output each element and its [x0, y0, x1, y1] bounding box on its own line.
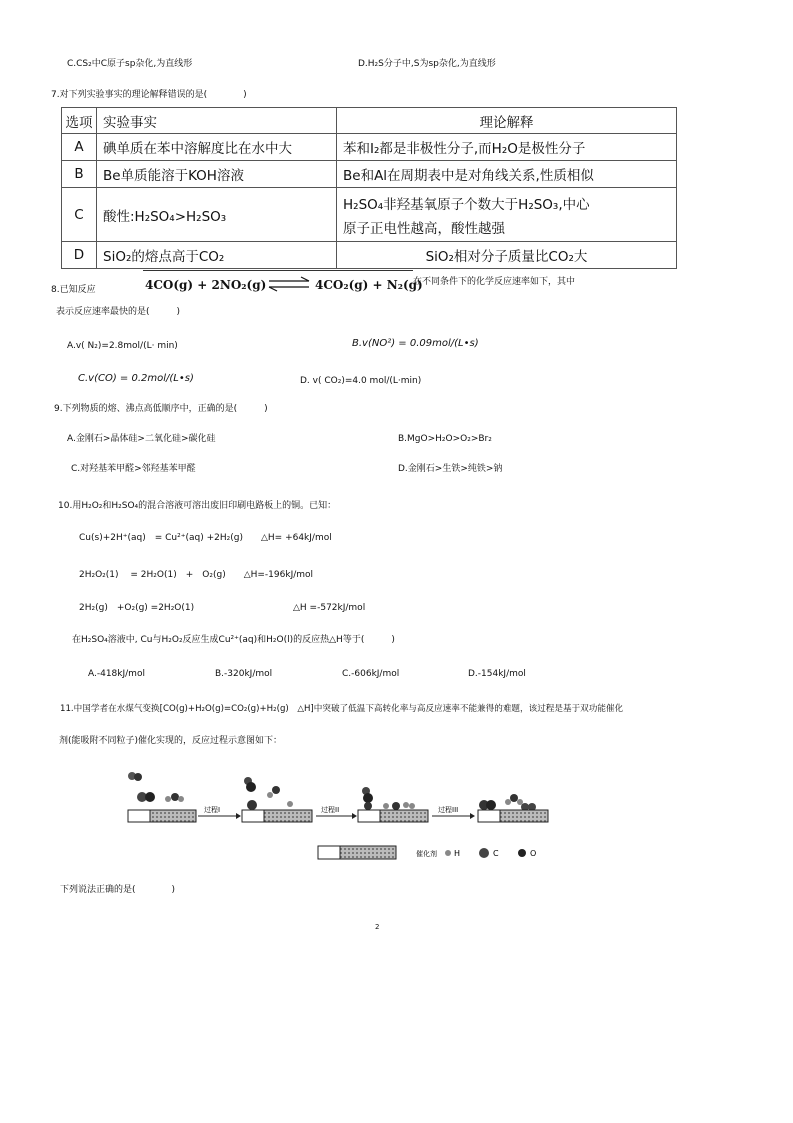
q10-equation-3: 2H₂(g) +O₂(g) =2H₂O(1) — [79, 603, 195, 613]
legend-c-label: C — [493, 849, 499, 858]
legend-h-label: H — [454, 849, 461, 858]
table-row — [62, 161, 677, 188]
row-option: D — [62, 242, 97, 269]
q11-stem-line1: 11.中国学者在水煤气变换[CO(g)+H₂O(g)=CO₂(g)+H₂(g) △H]中突破了低温下高转化率与高反应速率不能兼得的难题，该过程是基于双功能催化 — [60, 704, 624, 714]
equation-products: 4CO₂(g) + N₂(g) — [315, 278, 423, 292]
q9-stem: 9.下列物质的熔、沸点高低顺序中，正确的是( ) — [54, 404, 268, 414]
step-1-label: 过程I — [204, 806, 221, 814]
step-3-label: 过程III — [438, 806, 459, 814]
row-explanation: SiO₂相对分子质量比CO₂大 — [337, 242, 677, 269]
table-row — [62, 188, 677, 242]
reaction-process-diagram — [120, 768, 560, 864]
row-fact: SiO₂的熔点高于CO₂ — [97, 242, 337, 269]
row-explanation-line2: 原子正电性越高，酸性越强 — [343, 220, 505, 237]
q9-option-a: A.金刚石>晶体硅>二氧化硅>碳化硅 — [67, 434, 216, 444]
stage-3 — [478, 794, 548, 822]
row-option: B — [62, 161, 97, 188]
stage-2 — [358, 787, 428, 822]
equation-reactants: 4CO(g) + 2NO₂(g) — [145, 278, 267, 292]
header-explanation: 理论解释 — [337, 108, 677, 134]
process-illustration — [120, 768, 560, 864]
row-explanation — [337, 188, 677, 242]
q10-option-d: D.-154kJ/mol — [468, 669, 526, 679]
q8-option-c: C.v(CO) = 0.2mol/(L•s) — [78, 373, 194, 384]
q8-option-d: D. v( CO₂)=4.0 mol/(L·min) — [300, 376, 422, 386]
row-fact: 碘单质在苯中溶解度比在水中大 — [97, 134, 337, 161]
q10-equation-1: Cu(s)+2H⁺(aq) = Cu²⁺(aq) +2H₂(g) △H= +64kJ/mol — [79, 533, 332, 543]
equilibrium-arrow-icon — [267, 276, 311, 292]
legend-o-label: O — [530, 849, 537, 858]
q10-stem: 10.用H₂O₂和H₂SO₄的混合溶液可溶出废旧印刷电路板上的铜。已知： — [58, 501, 337, 511]
q8-line2: 表示反应速率最快的是( ) — [56, 307, 181, 317]
step-2-label: 过程II — [321, 806, 340, 814]
arrow-step-3 — [432, 805, 475, 819]
q11-stem-line2: 剂(能吸附不同粒子)催化实现的，反应过程示意图如下： — [59, 736, 283, 746]
q10-option-c: C.-606kJ/mol — [342, 669, 400, 679]
q6-option-d: D.H₂S分子中,S为sp杂化,为直线形 — [358, 59, 496, 69]
q8-option-a: A.v( N₂)=2.8mol/(L· min) — [67, 341, 178, 351]
q9-option-c: C.对羟基苯甲醛>邻羟基苯甲醛 — [71, 464, 196, 474]
row-fact: 酸性:H₂SO₄>H₂SO₃ — [97, 188, 337, 242]
q11-question: 下列说法正确的是( ) — [60, 885, 176, 895]
diagram-legend — [318, 846, 536, 859]
q8-equation — [143, 270, 423, 296]
arrow-step-2 — [316, 805, 357, 819]
q6-option-c: C.CS₂中C原子sp杂化,为直线形 — [67, 59, 193, 69]
q7-stem: 7.对下列实验事实的理论解释错误的是( ) — [51, 90, 247, 100]
header-fact: 实验事实 — [97, 108, 337, 134]
row-explanation: Be和Al在周期表中是对角线关系,性质相似 — [337, 161, 677, 188]
header-option: 选项 — [62, 108, 97, 134]
q7-table — [61, 107, 677, 269]
q9-option-d: D.金刚石>生铁>纯铁>钠 — [398, 464, 503, 474]
q8-lead: 8.已知反应 — [51, 285, 96, 295]
q10-option-a: A.-418kJ/mol — [88, 669, 145, 679]
row-option: A — [62, 134, 97, 161]
page-number: 2 — [375, 923, 380, 931]
arrow-step-1 — [198, 805, 241, 819]
row-explanation: 苯和I₂都是非极性分子,而H₂O是极性分子 — [337, 134, 677, 161]
q10-equation-2: 2H₂O₂(1) = 2H₂O(1) + O₂(g) △H=-196kJ/mol — [79, 570, 314, 580]
row-explanation-line1: H₂SO₄非羟基氧原子个数大于H₂SO₃,中心 — [343, 196, 590, 213]
legend-catalyst-label: 催化剂 — [416, 850, 437, 858]
equation-overline — [143, 270, 413, 271]
table-header-row — [62, 108, 677, 134]
q9-option-b: B.MgO>H₂O>O₂>Br₂ — [398, 434, 492, 444]
q8-tail: 在不同条件下的化学反应速率如下，其中 — [413, 277, 576, 287]
stage-1 — [242, 777, 312, 822]
table-row — [62, 242, 677, 269]
q10-equation-3-dh: △H =-572kJ/mol — [293, 603, 366, 613]
row-fact: Be单质能溶于KOH溶液 — [97, 161, 337, 188]
q8-option-b: B.v(NO²) = 0.09mol/(L•s) — [352, 338, 479, 349]
row-option: C — [62, 188, 97, 242]
stage-initial — [128, 772, 196, 822]
q10-option-b: B.-320kJ/mol — [215, 669, 273, 679]
q10-question: 在H₂SO₄溶液中, Cu与H₂O₂反应生成Cu²⁺(aq)和H₂O(l)的反应热△H等于( ) — [72, 635, 395, 645]
table-row — [62, 134, 677, 161]
